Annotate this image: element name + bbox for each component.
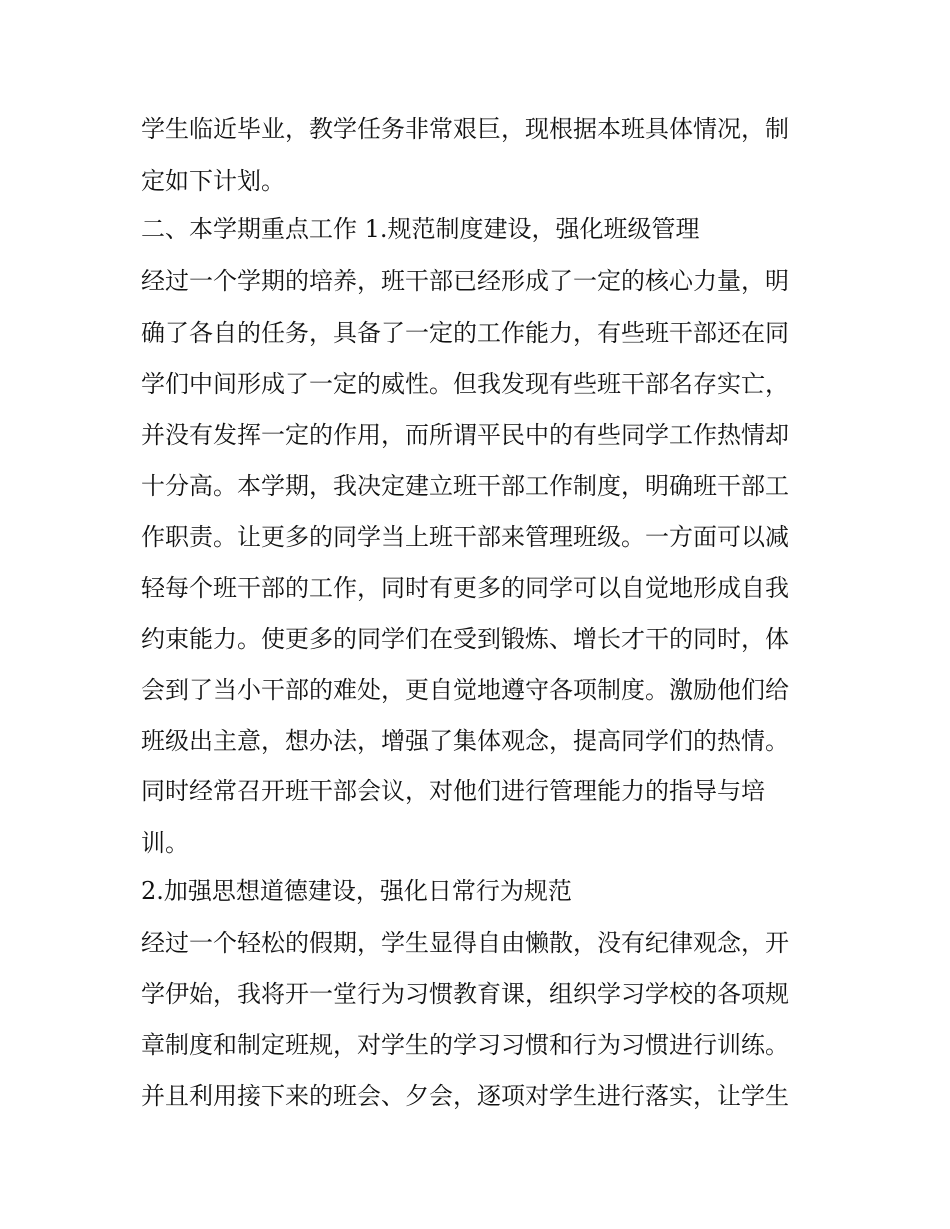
text-line: 定如下计划。 [141, 167, 285, 195]
text-line: 经过一个轻松的假期，学生显得自由懒散，没有纪律观念，开 [141, 929, 789, 957]
text-line: 学们中间形成了一定的威性。但我发现有些班干部名存实亡， [141, 370, 789, 398]
text-line: 学生临近毕业，教学任务非常艰巨，现根据本班具体情况，制 [141, 115, 789, 143]
text-line: 作职责。让更多的同学当上班干部来管理班级。一方面可以减 [141, 523, 789, 551]
text-line: 班级出主意，想办法，增强了集体观念，提高同学们的热情。 [141, 727, 789, 755]
text-line: 会到了当小干部的难处，更自觉地遵守各项制度。激励他们给 [141, 676, 789, 704]
text-line: 经过一个学期的培养，班干部已经形成了一定的核心力量，明 [141, 267, 789, 295]
text-line: 确了各自的任务，具备了一定的工作能力，有些班干部还在同 [141, 319, 789, 347]
section-heading: 二、本学期重点工作 1.规范制度建设，强化班级管理 [141, 215, 700, 243]
text-line: 轻每个班干部的工作，同时有更多的同学可以自觉地形成自我 [141, 574, 789, 602]
text-line: 并没有发挥一定的作用，而所谓平民中的有些同学工作热情却 [141, 421, 789, 449]
text-line: 学伊始，我将开一堂行为习惯教育课，组织学习学校的各项规 [141, 980, 789, 1008]
text-line: 章制度和制定班规，对学生的学习习惯和行为习惯进行训练。 [141, 1031, 789, 1059]
text-line: 并且利用接下来的班会、夕会，逐项对学生进行落实，让学生 [141, 1082, 789, 1110]
text-line: 同时经常召开班干部会议，对他们进行管理能力的指导与培 [141, 777, 765, 805]
text-line: 训。 [141, 829, 189, 857]
text-line: 约束能力。使更多的同学们在受到锻炼、增长才干的同时，体 [141, 625, 789, 653]
text-line: 十分高。本学期，我决定建立班干部工作制度，明确班干部工 [141, 472, 789, 500]
section-heading: 2.加强思想道德建设，强化日常行为规范 [141, 877, 572, 905]
